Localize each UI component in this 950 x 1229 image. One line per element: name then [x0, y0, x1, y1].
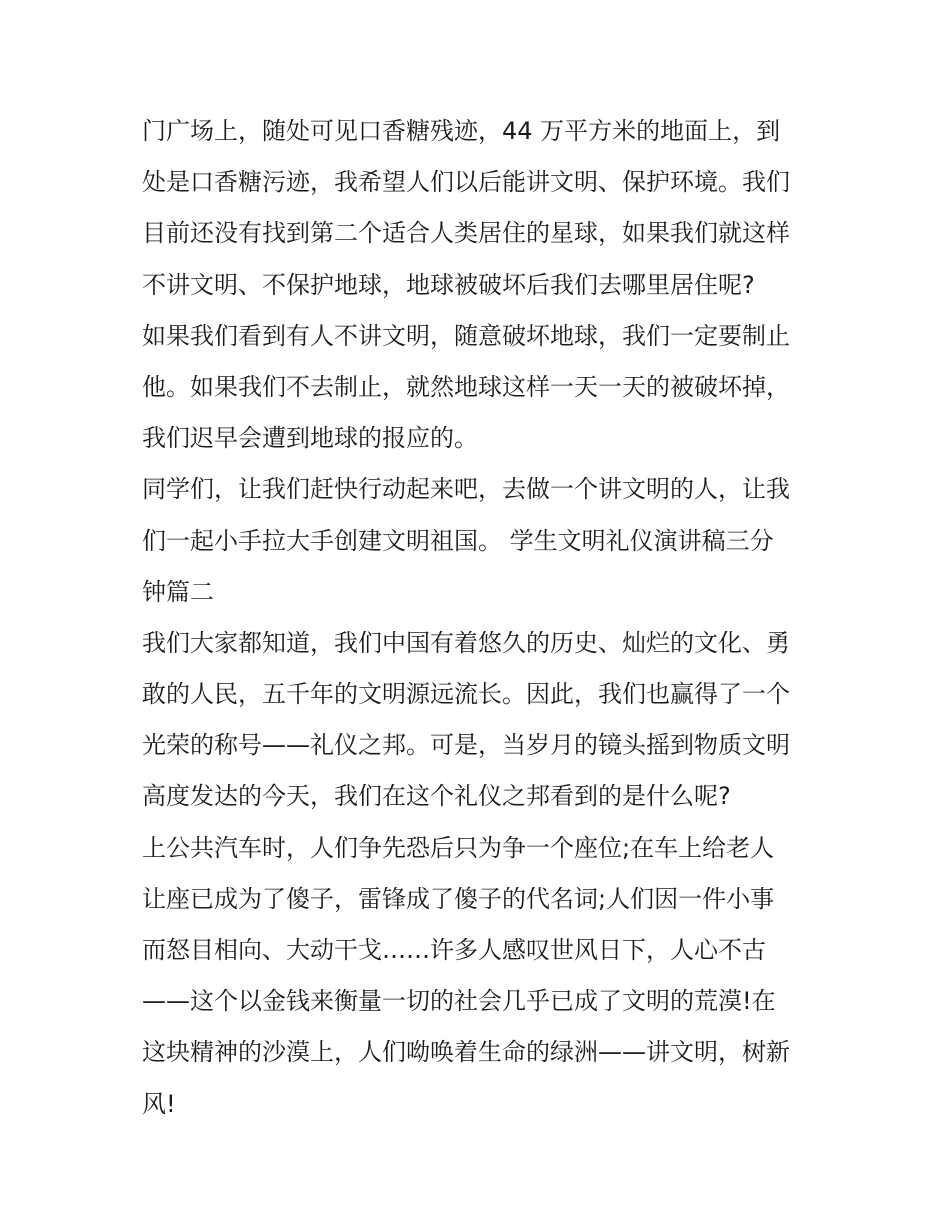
text-line: 风! — [142, 1089, 176, 1118]
text-line: 处是口香糖污迹，我希望人们以后能讲文明、保护环境。我们 — [142, 168, 790, 197]
text-line: 们一起小手拉大手创建文明祖国。 学生文明礼仪演讲稿三分 — [142, 526, 774, 555]
section-heading-line: 钟篇二 — [142, 577, 214, 606]
text-line: 如果我们看到有人不讲文明，随意破坏地球，我们一定要制止 — [142, 321, 790, 350]
text-line: 而怒目相向、大动干戈……许多人感叹世风日下，人心不古 — [142, 936, 766, 964]
text-line: 同学们，让我们赶快行动起来吧，去做一个讲文明的人，让我 — [142, 475, 790, 504]
text-line: 不讲文明、不保护地球，地球被破坏后我们去哪里居住呢? — [142, 270, 755, 299]
text-line: 敢的人民，五千年的文明源远流长。因此，我们也赢得了一个 — [142, 680, 790, 709]
text-line: 高度发达的今天，我们在这个礼仪之邦看到的是什么呢? — [142, 782, 731, 811]
text-line: 上公共汽车时，人们争先恐后只为争一个座位;在车上给老人 — [142, 833, 775, 862]
text-line: 目前还没有找到第二个适合人类居住的星球，如果我们就这样 — [142, 219, 790, 248]
text-line: 我们大家都知道，我们中国有着悠久的历史、灿烂的文化、勇 — [142, 628, 790, 657]
text-line: 这块精神的沙漠上，人们呦唤着生命的绿洲——讲文明，树新 — [142, 1038, 790, 1067]
text-line: ——这个以金钱来衡量一切的社会几乎已成了文明的荒漠!在 — [142, 987, 776, 1016]
text-line: 门广场上，随处可见口香糖残迹，44 万平方米的地面上，到 — [142, 117, 781, 145]
text-line: 我们迟早会遭到地球的报应的。 — [142, 424, 478, 453]
text-line: 让座已成为了傻子，雷锋成了傻子的代名词;人们因一件小事 — [142, 884, 775, 913]
text-line: 他。如果我们不去制止，就然地球这样一天一天的被破坏掉， — [142, 372, 790, 401]
text-line: 光荣的称号——礼仪之邦。可是，当岁月的镜头摇到物质文明 — [142, 731, 790, 760]
document-body — [142, 106, 817, 1130]
